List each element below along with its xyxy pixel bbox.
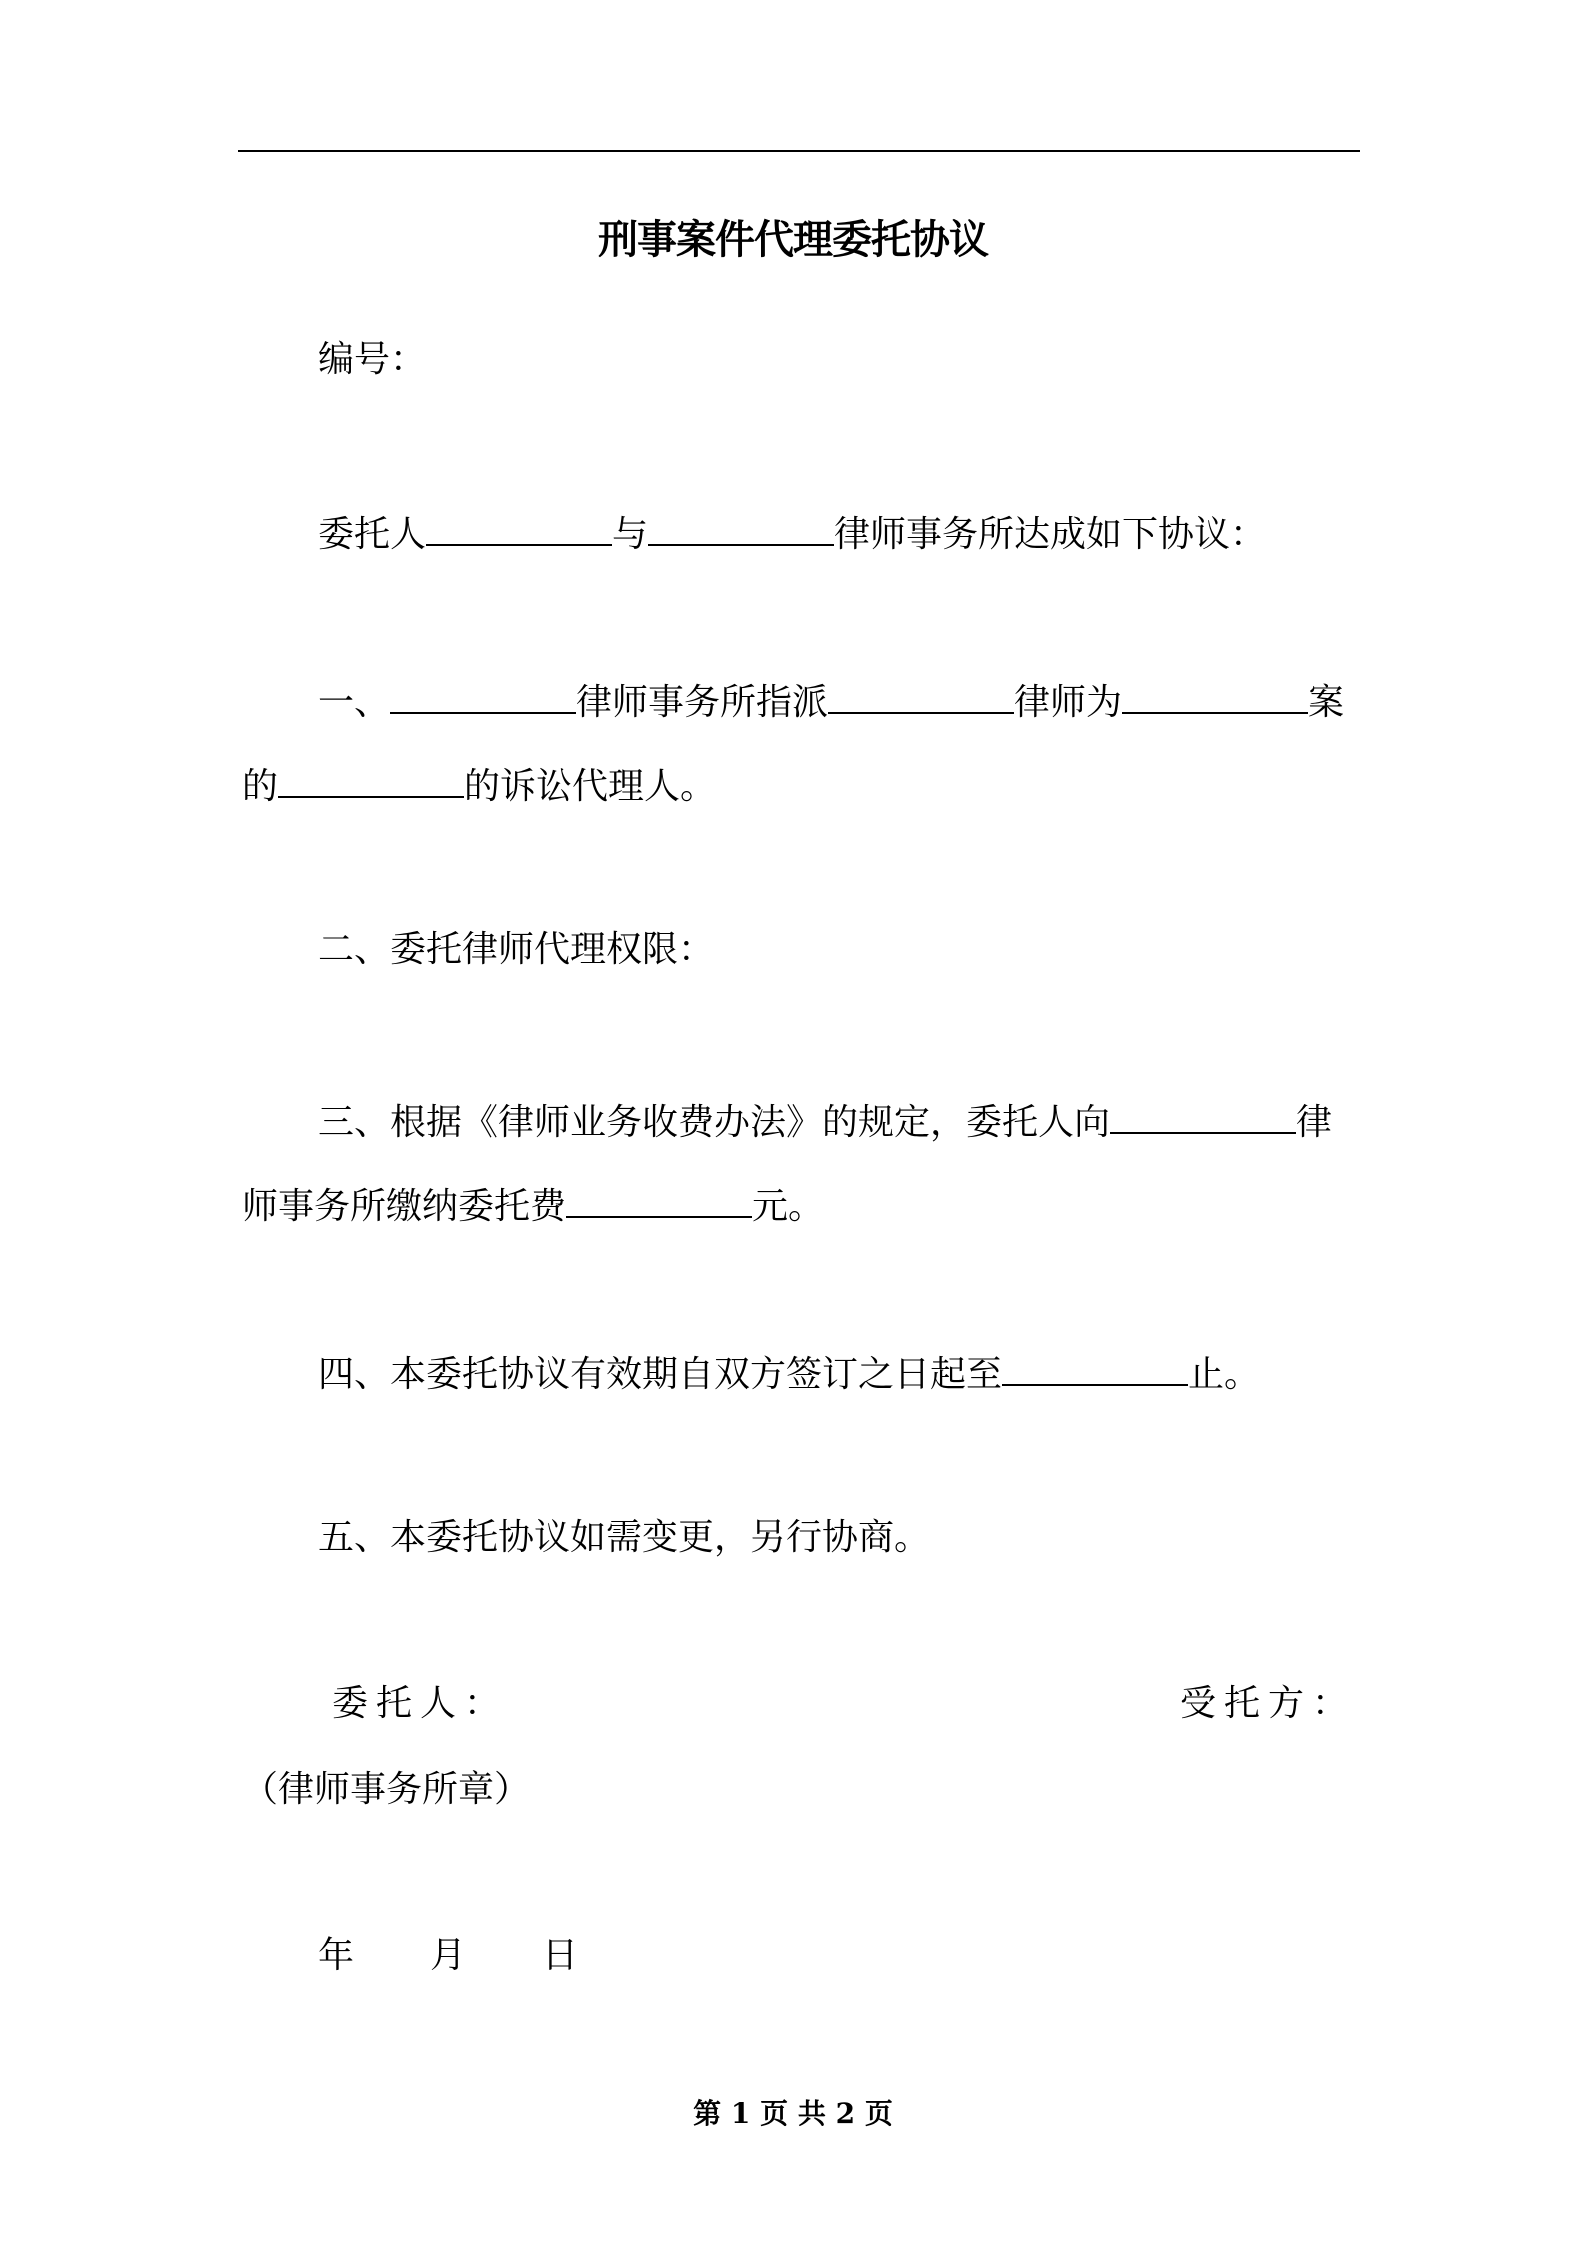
law-firm-blank [648,506,834,546]
clause3-yuan: 元。 [752,1186,825,1227]
agent-signature-label: 受托方： [1180,1683,1357,1724]
clause1-firm-blank [390,674,576,714]
clause3-line2 [242,1178,1362,1231]
signing-date [318,1932,578,1980]
clause1-party-blank [278,758,464,798]
clause2: 二、委托律师代理权限： [318,929,715,970]
clause1-of: 的 [242,766,279,807]
clause4-end: 止。 [1188,1354,1261,1395]
clause1-lawyer-as: 律师为 [1014,682,1123,723]
clause4-date-blank [1002,1346,1188,1386]
intro-line [242,506,1438,559]
date-day: 日 [542,1935,579,1976]
header-rule [238,150,1360,152]
clause1-line2 [242,758,1362,811]
clause1-agent: 的诉讼代理人。 [464,766,717,807]
clause1-number: 一、 [318,682,391,723]
clause1-case-blank [1122,674,1308,714]
seal-note: （律师事务所章） [242,1769,531,1810]
document-title: 刑事案件代理委托协议 [598,217,988,263]
intro-and: 与 [612,514,649,555]
client-name-blank [426,506,612,546]
clause5: 五、本委托协议如需变更，另行协商。 [318,1517,931,1558]
clause1-line1 [242,674,1438,727]
page-footer: 第 1 页 共 2 页 [693,2097,893,2130]
number-label: 编号： [318,339,427,380]
date-year: 年 [318,1935,355,1976]
clause3-fee-blank [566,1178,752,1218]
intro-client-label: 委托人 [318,514,427,555]
clause1-case: 案 [1308,682,1345,723]
clause3-text: 三、根据《律师业务收费办法》的规定，委托人向 [318,1102,1111,1143]
clause1-lawyer-blank [828,674,1014,714]
clause1-assigns: 律师事务所指派 [576,682,829,723]
intro-agreement: 律师事务所达成如下协议： [834,514,1267,555]
clause3-line1 [242,1094,1438,1147]
clause4-text: 四、本委托协议有效期自双方签订之日起至 [318,1354,1003,1395]
clause4 [242,1346,1438,1399]
clause3-firm-blank [1110,1094,1296,1134]
client-signature-label: 委托人： [332,1683,509,1724]
clause3-fee-text: 师事务所缴纳委托费 [242,1186,567,1227]
clause3-lv: 律 [1296,1102,1333,1143]
date-month: 月 [430,1935,467,1976]
